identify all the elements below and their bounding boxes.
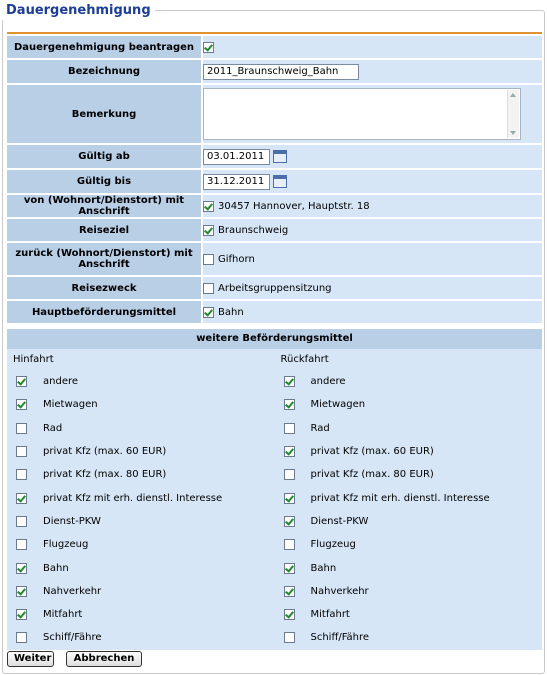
- scroll-up-icon[interactable]: [510, 93, 516, 97]
- rueckfahrt-cell: [275, 609, 543, 620]
- hinfahrt-checkbox[interactable]: [16, 586, 27, 597]
- option-label: privat Kfz (max. 80 EUR): [310, 469, 434, 481]
- hinfahrt-checkbox[interactable]: [16, 423, 27, 434]
- option-label: privat Kfz (max. 60 EUR): [43, 446, 167, 458]
- hinfahrt-checkbox[interactable]: [16, 493, 27, 504]
- option-label: Mitfahrt: [43, 609, 83, 621]
- hinfahrt-checkbox[interactable]: [16, 632, 27, 643]
- reisezweck-checkbox[interactable]: [203, 283, 214, 294]
- option-label: Mietwagen: [43, 399, 98, 411]
- option-label: Flugzeug: [43, 539, 89, 551]
- rueckfahrt-checkbox[interactable]: [284, 563, 295, 574]
- weitere-list: [7, 370, 542, 650]
- hinfahrt-checkbox[interactable]: [16, 539, 27, 550]
- rueckfahrt-cell: [275, 446, 543, 457]
- rueckfahrt-checkbox[interactable]: [284, 493, 295, 504]
- rueckfahrt-cell: [275, 632, 543, 643]
- bemerkung-textarea[interactable]: [203, 88, 521, 140]
- bezeichnung-input[interactable]: 2011_Braunschweig_Bahn: [203, 64, 359, 80]
- hauptbef-label: Hauptbeförderungsmittel: [7, 301, 201, 323]
- option-label: Schiff/Fähre: [310, 632, 370, 644]
- table-row: [7, 370, 542, 393]
- rueckfahrt-cell: [275, 493, 543, 504]
- hinfahrt-cell: [7, 516, 275, 527]
- rueckfahrt-checkbox[interactable]: [284, 469, 295, 480]
- table-row: [7, 463, 542, 486]
- option-label: Mietwagen: [310, 399, 366, 411]
- table-row: [7, 580, 542, 603]
- hinfahrt-cell: [7, 399, 275, 410]
- hinfahrt-checkbox[interactable]: [16, 399, 27, 410]
- weitere-column-headers: [7, 349, 542, 370]
- hinfahrt-checkbox[interactable]: [16, 516, 27, 527]
- abbrechen-button[interactable]: Abbrechen: [66, 651, 142, 667]
- option-label: privat Kfz mit erh. dienstl. Interesse: [310, 492, 490, 504]
- gueltig-bis-input[interactable]: 31.12.2011: [203, 174, 270, 190]
- rueckfahrt-checkbox[interactable]: [284, 632, 295, 643]
- option-label: Dienst-PKW: [43, 515, 101, 527]
- option-label: Rad: [43, 422, 63, 434]
- table-row: [7, 603, 542, 626]
- textarea-scrollbar[interactable]: [507, 90, 519, 138]
- hauptbef-checkbox[interactable]: [203, 307, 214, 318]
- form-panel: [7, 32, 542, 650]
- weitere-header: weitere Beförderungsmittel: [7, 327, 542, 349]
- hinfahrt-cell: [7, 632, 275, 643]
- option-label: Nahverkehr: [43, 585, 102, 597]
- option-label: privat Kfz (max. 60 EUR): [310, 446, 434, 458]
- hinfahrt-checkbox[interactable]: [16, 446, 27, 457]
- hinfahrt-cell: [7, 586, 275, 597]
- option-label: Schiff/Fähre: [43, 632, 102, 644]
- option-label: Mitfahrt: [310, 609, 350, 621]
- rueckfahrt-checkbox[interactable]: [284, 376, 295, 387]
- calendar-icon[interactable]: [273, 175, 287, 188]
- option-label: Bahn: [43, 562, 69, 574]
- zurueck-label: zurück (Wohnort/Dienstort) mit Anschrift: [7, 243, 201, 275]
- option-label: Nahverkehr: [310, 585, 369, 597]
- bezeichnung-label: Bezeichnung: [7, 60, 201, 83]
- table-row: [7, 533, 542, 556]
- rueckfahrt-checkbox[interactable]: [284, 423, 295, 434]
- weiter-button[interactable]: Weiter: [7, 651, 54, 667]
- zurueck-checkbox[interactable]: [203, 254, 214, 265]
- rueckfahrt-cell: [275, 399, 543, 410]
- von-checkbox[interactable]: [203, 201, 214, 212]
- rueckfahrt-cell: [275, 539, 543, 550]
- hinfahrt-cell: [7, 539, 275, 550]
- rueckfahrt-checkbox[interactable]: [284, 399, 295, 410]
- zurueck-value: Gifhorn: [218, 254, 255, 265]
- hinfahrt-cell: [7, 423, 275, 434]
- gueltig-ab-input[interactable]: 03.01.2011: [203, 149, 270, 165]
- table-row: [7, 440, 542, 463]
- form-title: Dauergenehmigung: [0, 2, 155, 20]
- table-row: [7, 486, 542, 509]
- scroll-down-icon[interactable]: [510, 131, 516, 135]
- gueltig-ab-label: Gültig ab: [7, 145, 201, 168]
- hinfahrt-header: Hinfahrt: [13, 354, 54, 365]
- option-label: Dienst-PKW: [310, 515, 369, 527]
- reiseziel-value: Braunschweig: [218, 225, 289, 236]
- rueckfahrt-checkbox[interactable]: [284, 609, 295, 620]
- gueltig-bis-label: Gültig bis: [7, 170, 201, 193]
- option-label: Flugzeug: [310, 539, 356, 551]
- table-row: [7, 510, 542, 533]
- rueckfahrt-cell: [275, 516, 543, 527]
- form-table: [7, 34, 542, 325]
- rueckfahrt-cell: [275, 423, 543, 434]
- hinfahrt-cell: [7, 469, 275, 480]
- reiseziel-checkbox[interactable]: [203, 225, 214, 236]
- beantragen-checkbox[interactable]: [203, 42, 214, 53]
- option-label: andere: [310, 376, 346, 388]
- rueckfahrt-checkbox[interactable]: [284, 446, 295, 457]
- table-row: [7, 556, 542, 579]
- reisezweck-value: Arbeitsgruppensitzung: [218, 283, 332, 294]
- hinfahrt-checkbox[interactable]: [16, 469, 27, 480]
- option-label: andere: [43, 376, 79, 388]
- option-label: Rad: [310, 422, 330, 434]
- von-value: 30457 Hannover, Hauptstr. 18: [218, 201, 370, 212]
- hauptbef-value: Bahn: [218, 307, 244, 318]
- hinfahrt-cell: [7, 376, 275, 387]
- reisezweck-label: Reisezweck: [7, 277, 201, 299]
- table-row: [7, 626, 542, 649]
- rueckfahrt-cell: [275, 469, 543, 480]
- hinfahrt-checkbox[interactable]: [16, 376, 27, 387]
- rueckfahrt-header: Rückfahrt: [280, 354, 329, 365]
- hinfahrt-cell: [7, 446, 275, 457]
- table-row: [7, 417, 542, 440]
- button-bar: [7, 651, 142, 667]
- bemerkung-label: Bemerkung: [7, 85, 201, 143]
- calendar-icon[interactable]: [273, 150, 287, 163]
- option-label: Bahn: [310, 562, 337, 574]
- option-label: privat Kfz (max. 80 EUR): [43, 469, 167, 481]
- weitere-section: [7, 327, 542, 650]
- hinfahrt-checkbox[interactable]: [16, 609, 27, 620]
- beantragen-label: Dauergenehmigung beantragen: [7, 36, 201, 58]
- rueckfahrt-checkbox[interactable]: [284, 539, 295, 550]
- von-label: von (Wohnort/Dienstort) mit Anschrift: [7, 195, 201, 217]
- rueckfahrt-checkbox[interactable]: [284, 516, 295, 527]
- rueckfahrt-cell: [275, 563, 543, 574]
- option-label: privat Kfz mit erh. dienstl. Interesse: [43, 492, 223, 504]
- rueckfahrt-checkbox[interactable]: [284, 586, 295, 597]
- hinfahrt-cell: [7, 493, 275, 504]
- rueckfahrt-cell: [275, 586, 543, 597]
- rueckfahrt-cell: [275, 376, 543, 387]
- hinfahrt-cell: [7, 563, 275, 574]
- reiseziel-label: Reiseziel: [7, 219, 201, 241]
- hinfahrt-cell: [7, 609, 275, 620]
- table-row: [7, 393, 542, 416]
- hinfahrt-checkbox[interactable]: [16, 563, 27, 574]
